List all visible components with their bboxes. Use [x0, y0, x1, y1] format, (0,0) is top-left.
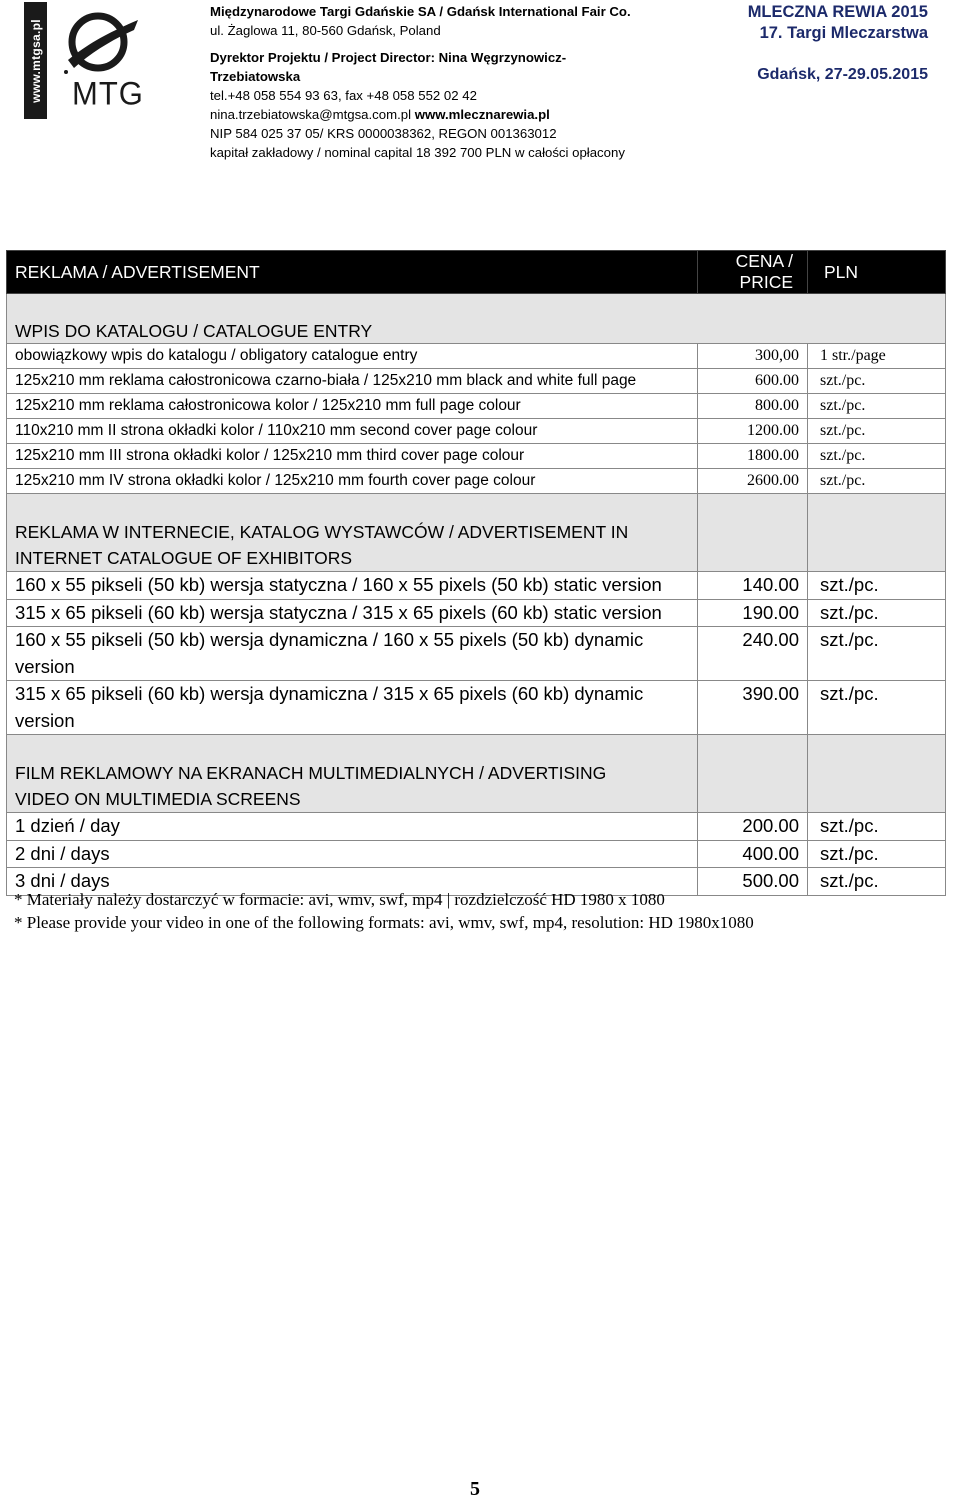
row-price: 140.00	[698, 572, 808, 600]
row-price: 240.00	[698, 627, 808, 681]
row-unit: szt./pc.	[808, 681, 946, 735]
event-name: MLECZNA REWIA 2015	[747, 3, 928, 21]
row-label: 110x210 mm II strona okładki kolor / 110x210 mm second cover page colour	[7, 419, 698, 444]
section-title-line-2: INTERNET CATALOGUE OF EXHIBITORS	[15, 548, 353, 568]
row-unit: szt./pc.	[808, 572, 946, 600]
section-title-line-1: REKLAMA W INTERNECIE, KATALOG WYSTAWCÓW / ADVERTISEMENT IN	[15, 522, 629, 542]
row-label: 1 dzień / day	[7, 813, 698, 841]
row-price: 190.00	[698, 599, 808, 627]
contact-line	[210, 105, 680, 124]
section-unit-cell	[808, 494, 946, 572]
logo-vertical-text: www.mtgsa.pl	[28, 18, 43, 103]
row-label: 125x210 mm IV strona okładki kolor / 125x210 mm fourth cover page colour	[7, 469, 698, 494]
email-link[interactable]: nina.trzebiatowska@mtgsa.com.pl	[210, 107, 412, 122]
table-row	[7, 627, 946, 681]
section-header-video	[7, 735, 946, 813]
row-price: 800.00	[698, 394, 808, 419]
row-unit: szt./pc.	[808, 627, 946, 681]
table-header-row	[7, 251, 946, 294]
row-price: 2600.00	[698, 469, 808, 494]
table-row	[7, 369, 946, 394]
capital-line: kapitał zakładowy / nominal capital 18 392 700 PLN w całości opłacony	[210, 145, 625, 160]
section-unit-cell	[808, 735, 946, 813]
company-address: ul. Żaglowa 11, 80-560 Gdańsk, Poland	[210, 23, 441, 38]
section-title: WPIS DO KATALOGU / CATALOGUE ENTRY	[7, 294, 946, 344]
section-header-internet	[7, 494, 946, 572]
row-price: 390.00	[698, 681, 808, 735]
row-label: 315 x 65 pikseli (60 kb) wersja statyczna / 315 x 65 pixels (60 kb) static version	[7, 599, 698, 627]
row-label: 160 x 55 pikseli (50 kb) wersja statyczna / 160 x 55 pixels (50 kb) static version	[7, 572, 698, 600]
section-title	[7, 494, 698, 572]
row-price: 300,00	[698, 344, 808, 369]
row-unit: 1 str./page	[808, 344, 946, 369]
row-unit: szt./pc.	[808, 444, 946, 469]
row-unit: szt./pc.	[808, 394, 946, 419]
row-unit: szt./pc.	[808, 813, 946, 841]
table-row	[7, 419, 946, 444]
header-currency: PLN	[808, 251, 946, 294]
row-unit: szt./pc.	[808, 840, 946, 868]
row-label: 3 dni / days	[7, 868, 698, 896]
row-price: 1200.00	[698, 419, 808, 444]
price-table	[6, 250, 946, 896]
section-price-cell	[698, 494, 808, 572]
company-info	[210, 2, 680, 162]
format-note-pl: * Materiały należy dostarczyć w formacie: avi, wmv, swf, mp4 | rozdzielczość HD 1980 x 1080	[14, 890, 665, 909]
row-unit: szt./pc.	[808, 369, 946, 394]
row-unit: szt./pc.	[808, 599, 946, 627]
section-title-line-2: VIDEO ON MULTIMEDIA SCREENS	[15, 789, 301, 809]
row-price: 400.00	[698, 840, 808, 868]
table-row	[7, 572, 946, 600]
row-price: 200.00	[698, 813, 808, 841]
row-unit: szt./pc.	[808, 469, 946, 494]
logo-vertical-bar	[24, 2, 47, 119]
table-row	[7, 394, 946, 419]
director-line-1: Dyrektor Projektu / Project Director: Nina Węgrzynowicz-	[210, 50, 567, 65]
event-date: Gdańsk, 27-29.05.2015	[757, 66, 928, 83]
section-header-catalogue	[7, 294, 946, 344]
event-subtitle: 17. Targi Mleczarstwa	[759, 24, 928, 42]
phone-line: tel.+48 058 554 93 63, fax +48 058 552 02 42	[210, 88, 477, 103]
section-price-cell	[698, 735, 808, 813]
row-unit: szt./pc.	[808, 419, 946, 444]
header-price: CENA / PRICE	[698, 251, 808, 294]
row-label: 125x210 mm reklama całostronicowa czarno-biała / 125x210 mm black and white full page	[7, 369, 698, 394]
table-row	[7, 344, 946, 369]
row-label: 315 x 65 pikseli (60 kb) wersja dynamiczna / 315 x 65 pixels (60 kb) dynamic version	[7, 681, 698, 735]
row-label: 125x210 mm reklama całostronicowa kolor / 125x210 mm full page colour	[7, 394, 698, 419]
row-label: 125x210 mm III strona okładki kolor / 125x210 mm third cover page colour	[7, 444, 698, 469]
row-label: obowiązkowy wpis do katalogu / obligatory catalogue entry	[7, 344, 698, 369]
row-price: 600.00	[698, 369, 808, 394]
table-row	[7, 599, 946, 627]
event-info	[748, 2, 928, 85]
director-line-2: Trzebiatowska	[210, 69, 301, 84]
table-row	[7, 813, 946, 841]
website-link[interactable]: www.mlecznarewia.pl	[414, 107, 550, 122]
section-title-line-1: FILM REKLAMOWY NA EKRANACH MULTIMEDIALNYCH / ADVERTISING	[15, 763, 607, 783]
header-label: REKLAMA / ADVERTISEMENT	[7, 251, 698, 294]
table-row	[7, 681, 946, 735]
table-row	[7, 469, 946, 494]
page-number: 5	[470, 1478, 480, 1500]
row-price: 500.00	[698, 868, 808, 896]
row-label: 2 dni / days	[7, 840, 698, 868]
row-unit: szt./pc.	[808, 868, 946, 896]
row-price: 1800.00	[698, 444, 808, 469]
company-name: Międzynarodowe Targi Gdańskie SA / Gdańsk International Fair Co.	[210, 4, 631, 19]
table-row	[7, 840, 946, 868]
registry-line: NIP 584 025 37 05/ KRS 0000038362, REGON 001363012	[210, 126, 557, 141]
row-label: 160 x 55 pikseli (50 kb) wersja dynamiczna / 160 x 55 pixels (50 kb) dynamic version	[7, 627, 698, 681]
section-title	[7, 735, 698, 813]
logo-text: MTG	[72, 75, 144, 112]
table-row	[7, 444, 946, 469]
format-note-en: * Please provide your video in one of the following formats: avi, wmv, swf, mp4, resolution: HD 1980x1080	[14, 913, 754, 932]
